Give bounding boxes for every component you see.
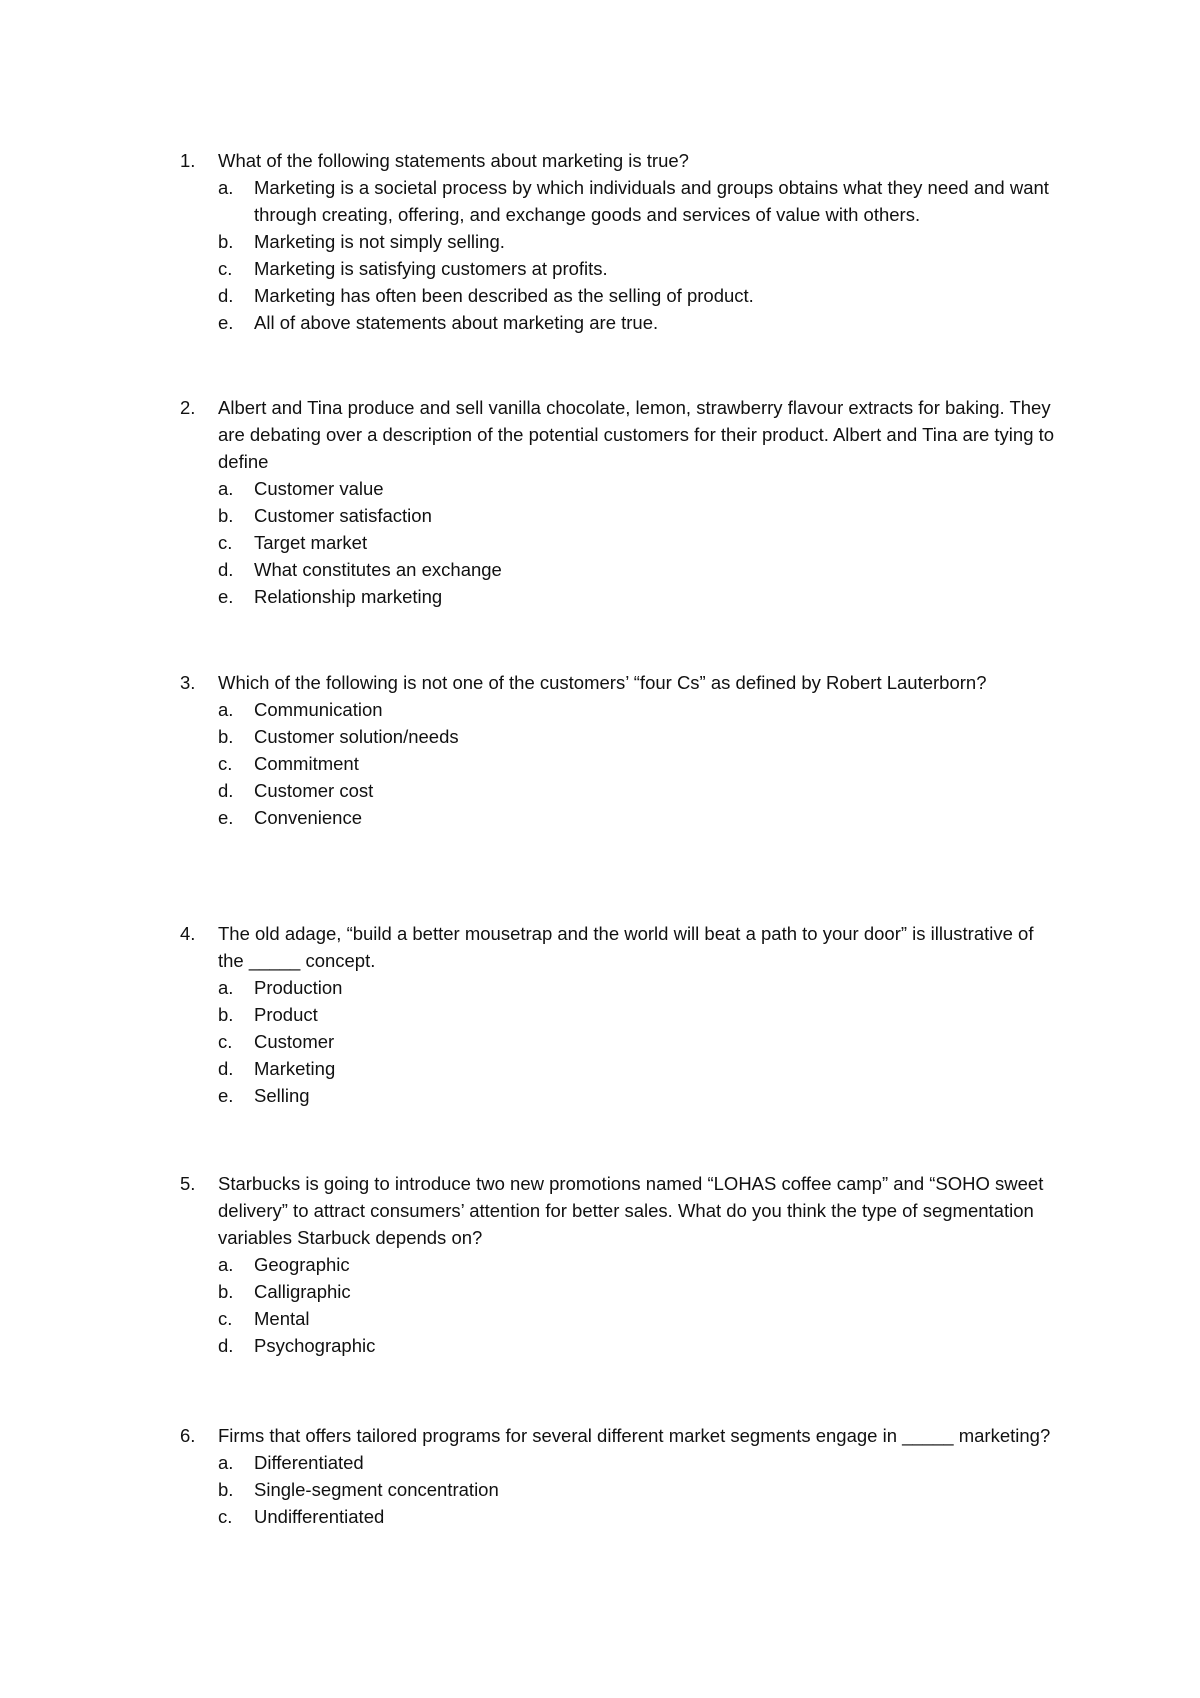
answer-options — [180, 475, 1060, 610]
question-2 — [180, 394, 1060, 610]
option-text: Product — [254, 1004, 318, 1025]
option-a — [218, 174, 1060, 228]
option-text: Customer solution/needs — [254, 726, 459, 747]
question-number: 3. — [180, 672, 196, 693]
option-c — [218, 1305, 1060, 1332]
option-c — [218, 1028, 1060, 1055]
option-letter: e. — [218, 807, 234, 828]
option-b — [218, 228, 1060, 255]
option-letter: a. — [218, 699, 234, 720]
option-text: All of above statements about marketing are true. — [254, 312, 659, 333]
question-number: 6. — [180, 1425, 196, 1446]
option-text: Relationship marketing — [254, 586, 443, 607]
option-letter: a. — [218, 177, 234, 198]
question-number: 1. — [180, 150, 196, 171]
answer-options — [180, 174, 1060, 336]
option-text: Single-segment concentration — [254, 1479, 499, 1500]
option-text: Selling — [254, 1085, 310, 1106]
option-c — [218, 750, 1060, 777]
option-b — [218, 502, 1060, 529]
option-letter: b. — [218, 1004, 234, 1025]
option-a — [218, 974, 1060, 1001]
option-d — [218, 777, 1060, 804]
option-letter: d. — [218, 1058, 234, 1079]
option-letter: c. — [218, 1308, 233, 1329]
question-1-stem — [180, 147, 1060, 174]
question-text: Starbucks is going to introduce two new promotions named “LOHAS coffee camp” and “SOHO sweet delivery” to attract consumers’ attention for better sales. What do you think the type of segmentation variables Starbuck depends on? — [218, 1173, 1044, 1248]
option-letter: d. — [218, 1335, 234, 1356]
option-c — [218, 1503, 1060, 1530]
question-4 — [180, 920, 1060, 1109]
option-letter: c. — [218, 1506, 233, 1527]
option-text: Calligraphic — [254, 1281, 351, 1302]
question-number: 5. — [180, 1173, 196, 1194]
answer-options — [180, 974, 1060, 1109]
option-text: Customer cost — [254, 780, 374, 801]
option-c — [218, 255, 1060, 282]
option-c — [218, 529, 1060, 556]
question-number: 4. — [180, 923, 196, 944]
question-5-stem — [180, 1170, 1060, 1251]
option-text: Marketing — [254, 1058, 336, 1079]
option-letter: e. — [218, 586, 234, 607]
option-letter: e. — [218, 312, 234, 333]
question-text: Which of the following is not one of the customers’ “four Cs” as defined by Robert Lauterborn? — [218, 672, 987, 693]
question-2-stem — [180, 394, 1060, 475]
option-a — [218, 1251, 1060, 1278]
question-number: 2. — [180, 397, 196, 418]
option-d — [218, 282, 1060, 309]
question-3 — [180, 669, 1060, 831]
option-letter: b. — [218, 1281, 234, 1302]
option-letter: b. — [218, 726, 234, 747]
option-a — [218, 696, 1060, 723]
question-6-stem — [180, 1422, 1060, 1449]
option-letter: d. — [218, 285, 234, 306]
question-text: Albert and Tina produce and sell vanilla chocolate, lemon, strawberry flavour extracts for baking. They are debating over a description of the potential customers for their product. Albert and Tina are tying to define — [218, 397, 1055, 472]
option-text: Marketing has often been described as the selling of product. — [254, 285, 754, 306]
option-d — [218, 1055, 1060, 1082]
option-letter: a. — [218, 478, 234, 499]
option-e — [218, 309, 1060, 336]
option-text: Commitment — [254, 753, 359, 774]
question-text: What of the following statements about marketing is true? — [218, 150, 689, 171]
option-text: Marketing is a societal process by which individuals and groups obtains what they need and want through creating, offering, and exchange goods and services of value with others. — [254, 177, 1049, 225]
question-text: Firms that offers tailored programs for several different market segments engage in _____ marketing? — [218, 1425, 1051, 1446]
question-6 — [180, 1422, 1060, 1530]
option-d — [218, 1332, 1060, 1359]
option-letter: b. — [218, 505, 234, 526]
question-5 — [180, 1170, 1060, 1359]
option-letter: c. — [218, 1031, 233, 1052]
option-letter: b. — [218, 1479, 234, 1500]
option-b — [218, 1001, 1060, 1028]
option-letter: d. — [218, 559, 234, 580]
option-text: Communication — [254, 699, 383, 720]
option-text: Target market — [254, 532, 368, 553]
option-b — [218, 1476, 1060, 1503]
option-letter: c. — [218, 532, 233, 553]
option-text: Customer — [254, 1031, 335, 1052]
option-a — [218, 1449, 1060, 1476]
option-text: Customer satisfaction — [254, 505, 432, 526]
question-4-stem — [180, 920, 1060, 974]
option-e — [218, 583, 1060, 610]
option-text: Differentiated — [254, 1452, 364, 1473]
option-text: Production — [254, 977, 343, 998]
answer-options — [180, 1251, 1060, 1359]
option-b — [218, 723, 1060, 750]
option-text: Psychographic — [254, 1335, 376, 1356]
option-text: Marketing is satisfying customers at profits. — [254, 258, 608, 279]
question-text: The old adage, “build a better mousetrap and the world will beat a path to your door” is illustrative of the _____ concept. — [218, 923, 1034, 971]
option-e — [218, 804, 1060, 831]
option-text: Undifferentiated — [254, 1506, 385, 1527]
option-text: What constitutes an exchange — [254, 559, 502, 580]
option-d — [218, 556, 1060, 583]
answer-options — [180, 696, 1060, 831]
option-e — [218, 1082, 1060, 1109]
option-b — [218, 1278, 1060, 1305]
question-1 — [180, 147, 1060, 336]
option-a — [218, 475, 1060, 502]
option-text: Marketing is not simply selling. — [254, 231, 505, 252]
option-text: Geographic — [254, 1254, 350, 1275]
option-letter: a. — [218, 1254, 234, 1275]
option-letter: c. — [218, 753, 233, 774]
option-letter: a. — [218, 1452, 234, 1473]
option-letter: d. — [218, 780, 234, 801]
option-letter: a. — [218, 977, 234, 998]
option-letter: c. — [218, 258, 233, 279]
answer-options — [180, 1449, 1060, 1530]
option-text: Convenience — [254, 807, 362, 828]
option-letter: e. — [218, 1085, 234, 1106]
option-letter: b. — [218, 231, 234, 252]
option-text: Customer value — [254, 478, 384, 499]
question-3-stem — [180, 669, 1060, 696]
option-text: Mental — [254, 1308, 310, 1329]
